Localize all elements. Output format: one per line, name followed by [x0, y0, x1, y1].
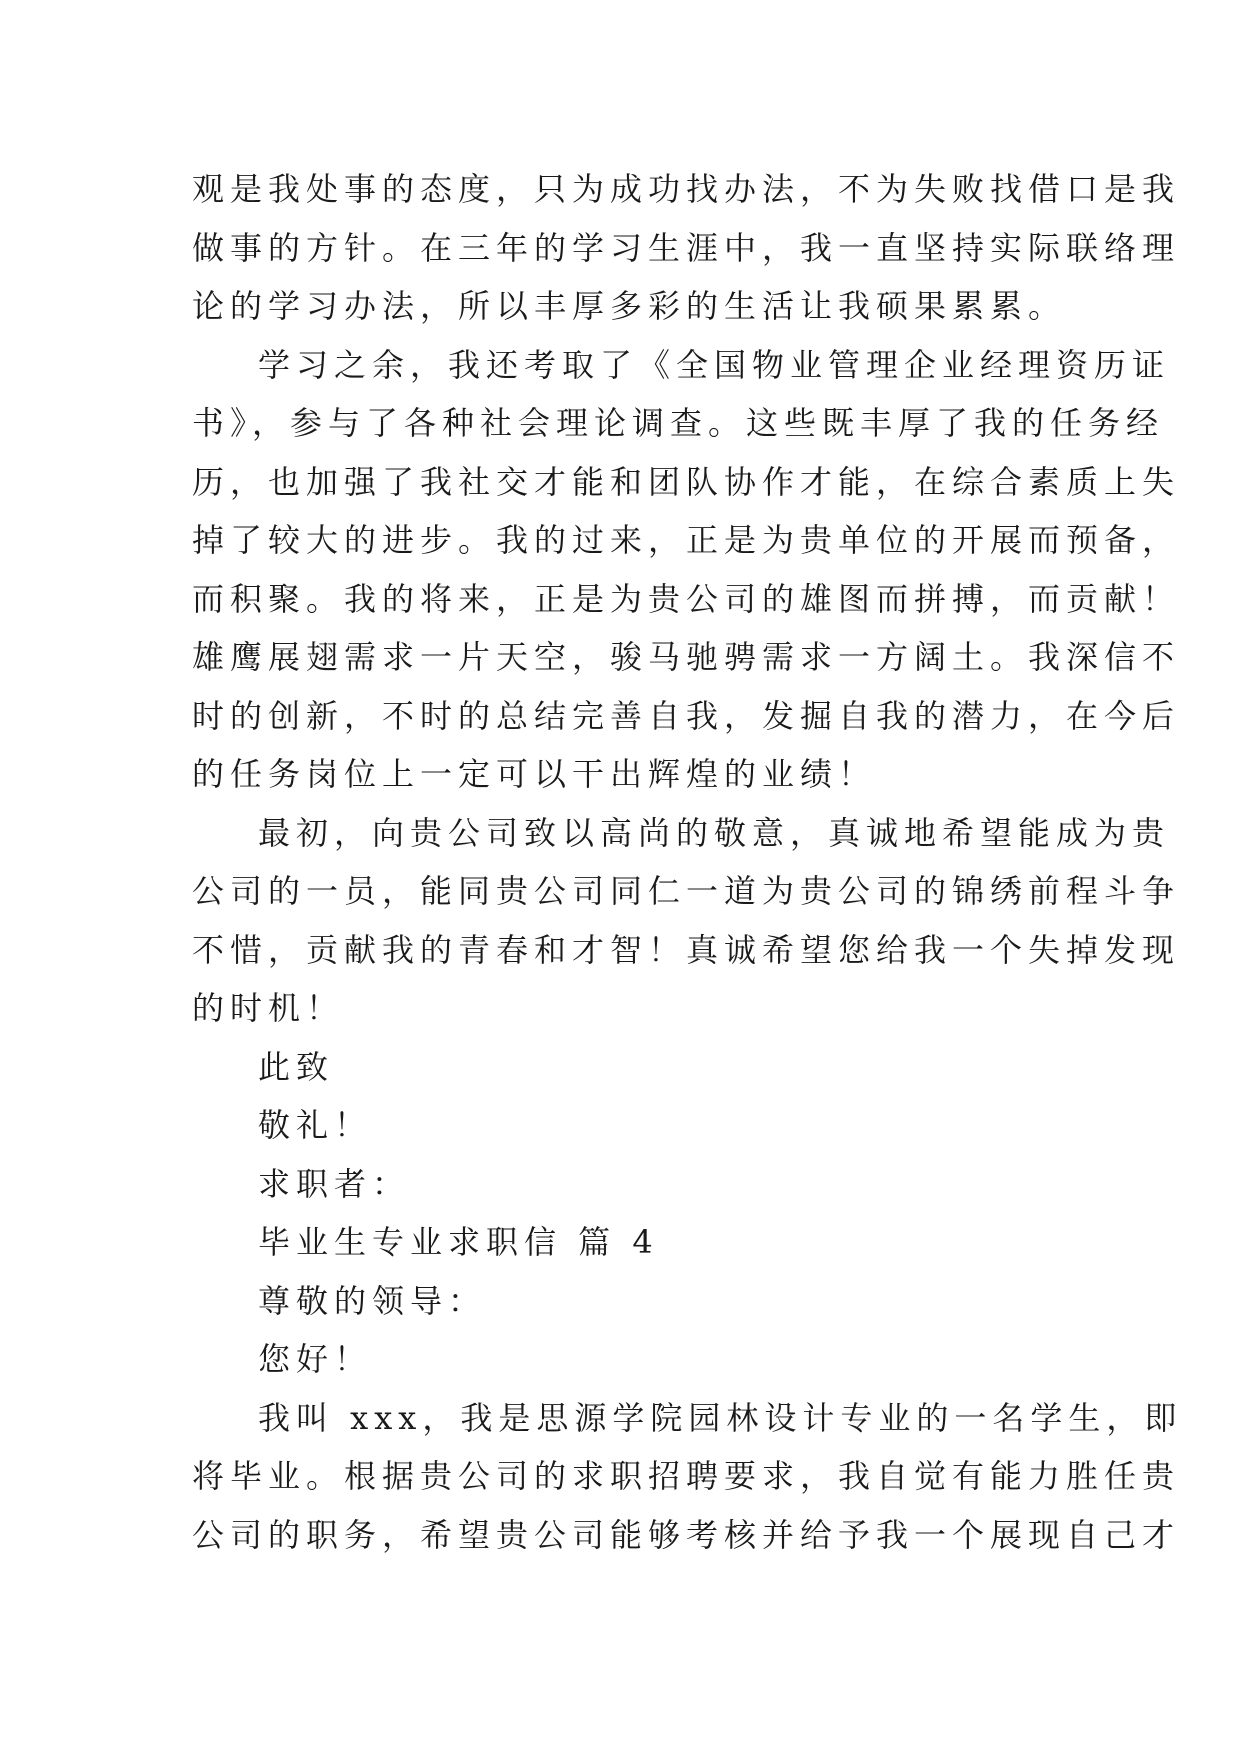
text-line: 历，也加强了我社交才能和团队协作才能，在综合素质上失	[192, 462, 1181, 501]
text-line: 观是我处事的态度，只为成功找办法，不为失败找借口是我	[192, 170, 1181, 208]
text-line: 最初，向贵公司致以高尚的敬意，真诚地希望能成为贵	[258, 813, 1171, 852]
text-line: 您好！	[258, 1340, 373, 1378]
text-line: 将毕业。根据贵公司的求职招聘要求，我自觉有能力胜任贵	[192, 1457, 1181, 1495]
text-line: 学习之余，我还考取了《全国物业管理企业经理资历证	[258, 345, 1171, 384]
text-line: 不惜，贡献我的青春和才智！真诚希望您给我一个失掉发现	[192, 930, 1181, 969]
text-line: 的任务岗位上一定可以干出辉煌的业绩！	[192, 755, 877, 793]
text-line: 掉了较大的进步。我的过来，正是为贵单位的开展而预备，	[192, 521, 1181, 559]
text-line: 公司的职务，希望贵公司能够考核并给予我一个展现自己才	[192, 1515, 1181, 1554]
text-line: 雄鹰展翅需求一片天空，骏马驰骋需求一方阔土。我深信不	[192, 638, 1181, 676]
text-line: 尊敬的领导：	[258, 1281, 487, 1320]
text-line: 而积聚。我的将来，正是为贵公司的雄图而拼搏，而贡献！	[192, 579, 1181, 618]
text-line: 毕业生专业求职信 篇 4	[258, 1223, 659, 1261]
text-line: 我叫 xxx，我是思源学院园林设计专业的一名学生，即	[258, 1398, 1183, 1437]
text-line: 书》，参与了各种社会理论调查。这些既丰厚了我的任务经	[192, 404, 1165, 442]
text-line: 做事的方针。在三年的学习生涯中，我一直坚持实际联络理	[192, 228, 1181, 267]
text-line: 求职者：	[258, 1164, 411, 1203]
text-line: 此致	[258, 1047, 335, 1086]
text-line: 的时机！	[192, 989, 345, 1027]
letter-body	[192, 160, 1183, 1564]
text-line: 公司的一员，能同贵公司同仁一道为贵公司的锦绣前程斗争	[192, 872, 1181, 910]
text-line: 敬礼！	[258, 1106, 373, 1144]
text-line: 时的创新，不时的总结完善自我，发掘自我的潜力，在今后	[192, 696, 1181, 735]
text-line: 论的学习办法，所以丰厚多彩的生活让我硕果累累。	[192, 287, 1067, 325]
